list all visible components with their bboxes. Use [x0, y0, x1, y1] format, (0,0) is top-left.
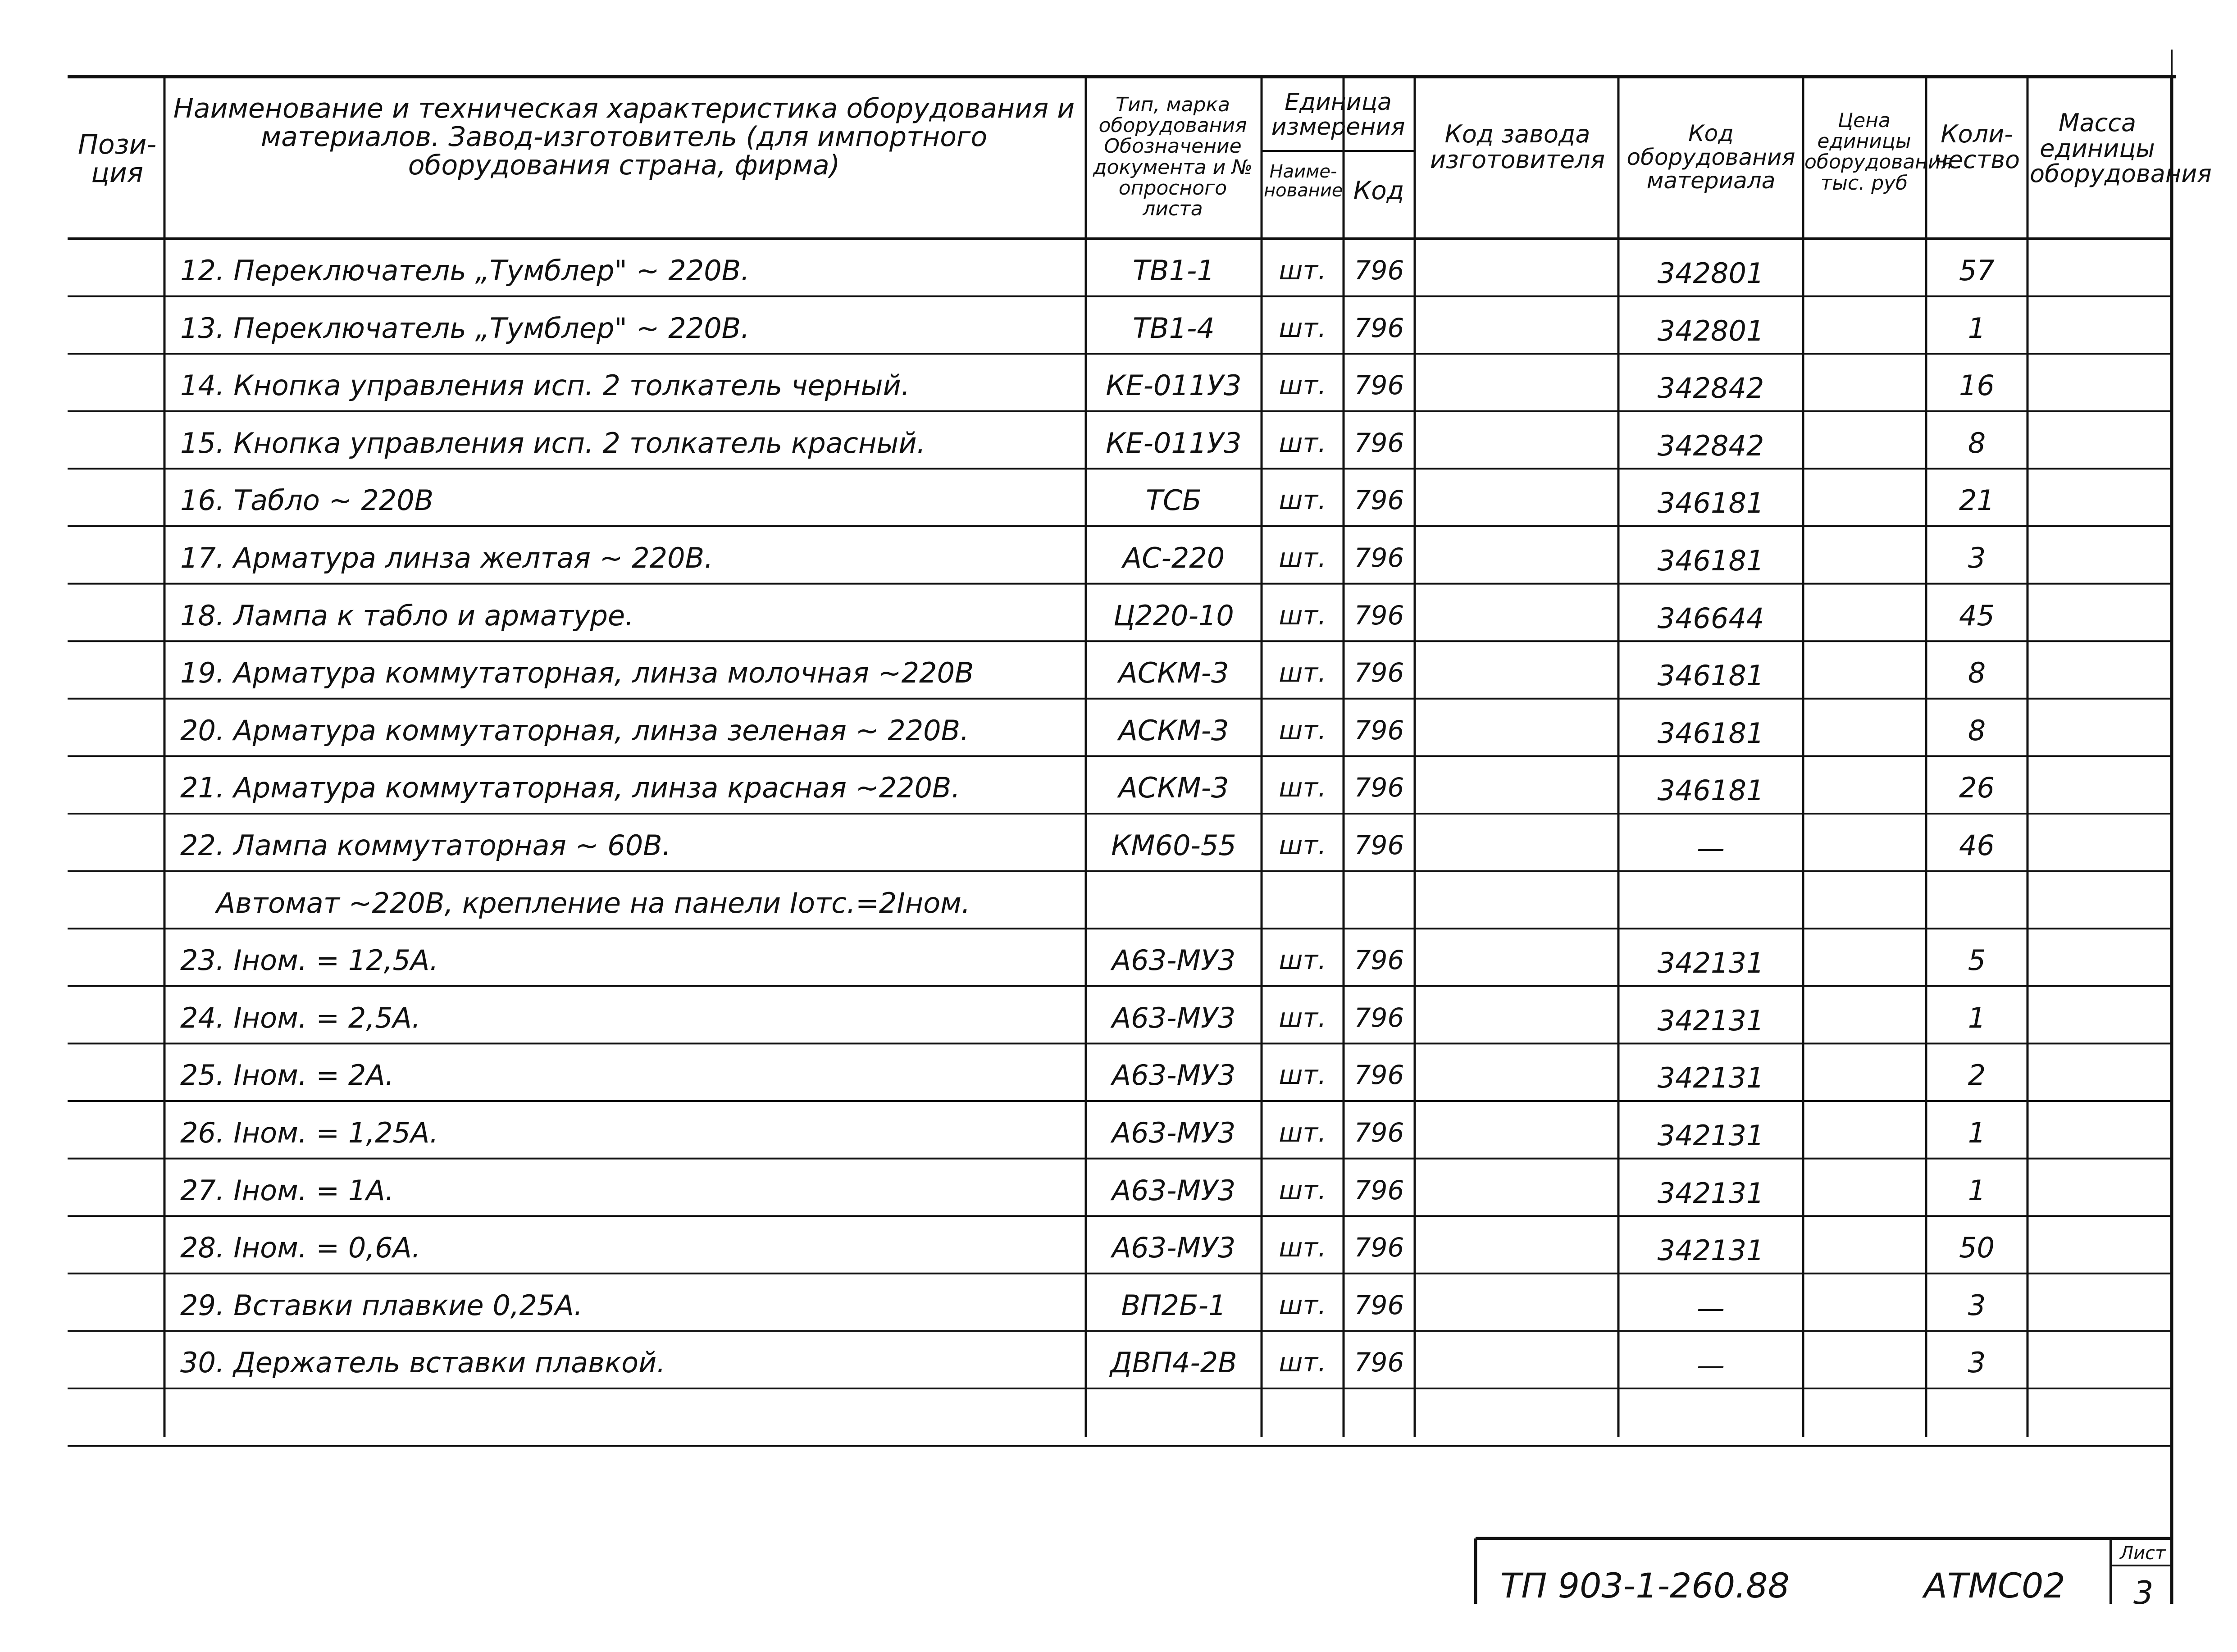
item-equipment-code: 346181 — [1657, 659, 1764, 692]
item-name: 14. Кнопка управления исп. 2 толкатель черный. — [180, 369, 910, 402]
item-unit: шт. — [1279, 657, 1326, 688]
item-quantity: 3 — [1968, 1346, 1986, 1379]
item-name: 28. Іном. = 0,6А. — [180, 1231, 421, 1265]
item-quantity: 2 — [1968, 1059, 1986, 1092]
item-name: 21. Арматура коммутаторная, линза красная ~220В. — [180, 771, 961, 805]
item-type: А63-МУ3 — [1112, 1174, 1236, 1207]
item-equipment-code: 346181 — [1657, 487, 1764, 520]
sheet-label: Лист — [2120, 1543, 2166, 1564]
item-type: КЕ-011У3 — [1106, 426, 1242, 460]
item-type: КМ60-55 — [1111, 829, 1236, 862]
item-type: ДВП4-2В — [1110, 1346, 1237, 1379]
item-unit: шт. — [1279, 1002, 1326, 1033]
item-name: 13. Переключатель „Тумблер" ~ 220В. — [180, 311, 750, 345]
header-mass: Масса единицы оборудования — [2030, 109, 2212, 188]
header-unit-name: Наиме-нование — [1264, 161, 1343, 201]
item-quantity: 8 — [1968, 426, 1986, 460]
header-position: Пози- ция — [77, 129, 157, 189]
item-type: АСКМ-3 — [1118, 714, 1229, 747]
item-unit-code: 796 — [1354, 657, 1404, 688]
item-equipment-code: 346181 — [1657, 544, 1764, 577]
item-unit-code: 796 — [1354, 945, 1404, 976]
item-name: 29. Вставки плавкие 0,25А. — [180, 1288, 583, 1322]
item-unit-code: 796 — [1354, 600, 1404, 631]
item-unit: шт. — [1279, 1289, 1326, 1320]
item-name: 12. Переключатель „Тумблер" ~ 220В. — [180, 254, 750, 287]
item-unit: шт. — [1279, 830, 1326, 860]
item-quantity: 21 — [1959, 484, 1995, 517]
item-unit-code: 796 — [1354, 830, 1404, 860]
item-unit-code: 796 — [1354, 312, 1404, 343]
item-quantity: 1 — [1968, 311, 1986, 345]
item-unit-code: 796 — [1354, 1174, 1404, 1206]
item-unit: шт. — [1279, 427, 1326, 458]
item-unit: шт. — [1279, 1174, 1326, 1206]
item-unit: шт. — [1279, 1060, 1326, 1091]
item-type: ВП2Б-1 — [1121, 1288, 1226, 1322]
item-unit: шт. — [1279, 255, 1326, 286]
item-quantity: 8 — [1968, 656, 1986, 690]
item-name: 30. Держатель вставки плавкой. — [180, 1346, 666, 1379]
item-unit-code: 796 — [1354, 255, 1404, 286]
item-type: А63-МУ3 — [1112, 1001, 1236, 1034]
header-equipment-code: Код оборудования материала — [1626, 120, 1795, 194]
item-unit-code: 796 — [1354, 427, 1404, 458]
item-name: 26. Іном. = 1,25А. — [180, 1116, 439, 1149]
item-unit-code: 796 — [1354, 1232, 1404, 1263]
item-unit: шт. — [1279, 945, 1326, 976]
item-unit: шт. — [1279, 1232, 1326, 1263]
set-code: АТМС02 — [1924, 1566, 2065, 1606]
item-unit: шт. — [1279, 542, 1326, 573]
item-equipment-code: 342131 — [1657, 1119, 1764, 1152]
header-name: Наименование и техническая характеристика оборудования и материалов. Завод-изготовитель (для импортного оборудования страна, фирма) — [173, 93, 1075, 181]
item-equipment-code: 342131 — [1657, 1176, 1764, 1210]
item-quantity: 3 — [1968, 1288, 1986, 1322]
item-type: А63-МУ3 — [1112, 944, 1236, 977]
item-quantity: 5 — [1968, 944, 1986, 977]
item-equipment-code: 342801 — [1657, 257, 1764, 290]
item-unit-code: 796 — [1354, 1117, 1404, 1148]
item-name: 16. Табло ~ 220В — [180, 484, 434, 517]
item-quantity: 26 — [1959, 771, 1995, 805]
item-quantity: 46 — [1959, 829, 1995, 862]
header-price: Цена единицы оборудования тыс. руб — [1804, 109, 1953, 195]
item-name: 17. Арматура линза желтая ~ 220В. — [180, 542, 713, 574]
item-equipment-code: 346181 — [1657, 716, 1764, 750]
item-equipment-code: 342842 — [1657, 372, 1764, 405]
item-quantity: 1 — [1968, 1001, 1986, 1034]
item-equipment-code: 346644 — [1657, 601, 1764, 635]
item-unit: шт. — [1279, 1347, 1326, 1378]
item-type: КЕ-011У3 — [1106, 369, 1242, 402]
item-unit-code: 796 — [1354, 1060, 1404, 1091]
item-equipment-code: 342131 — [1657, 1234, 1764, 1267]
item-type: А63-МУ3 — [1112, 1116, 1236, 1149]
item-equipment-code: 342131 — [1657, 947, 1764, 980]
item-name: 23. Іном. = 12,5А. — [180, 944, 439, 977]
item-equipment-code: 342801 — [1657, 314, 1764, 347]
item-unit-code: 796 — [1354, 1347, 1404, 1378]
item-unit-code: 796 — [1354, 715, 1404, 746]
item-name: 22. Лампа коммутаторная ~ 60В. — [180, 829, 671, 862]
item-name: 27. Іном. = 1А. — [180, 1174, 394, 1207]
doc-number: ТП 903-1-260.88 — [1500, 1566, 1790, 1606]
item-unit-code: 796 — [1354, 1002, 1404, 1033]
item-equipment-code: 342131 — [1657, 1061, 1764, 1095]
header-unit: Единица измерения — [1271, 89, 1405, 141]
item-unit: шт. — [1279, 772, 1326, 803]
header-factory-code: Код завода изготовителя — [1430, 120, 1605, 174]
item-quantity: 8 — [1968, 714, 1986, 747]
item-unit-code: 796 — [1354, 542, 1404, 573]
item-quantity: 50 — [1959, 1231, 1995, 1265]
item-name: 15. Кнопка управления исп. 2 толкатель красный. — [180, 426, 926, 460]
item-equipment-code: — — [1697, 832, 1725, 865]
item-equipment-code: — — [1697, 1349, 1725, 1382]
item-unit: шт. — [1279, 370, 1326, 401]
item-type: Ц220-10 — [1113, 599, 1234, 632]
item-name: 19. Арматура коммутаторная, линза молочная ~220В — [180, 656, 974, 690]
item-type: АС-220 — [1122, 542, 1225, 574]
item-type: ТВ1-1 — [1133, 254, 1215, 287]
item-quantity: 1 — [1968, 1116, 1986, 1149]
item-quantity: 1 — [1968, 1174, 1986, 1207]
item-quantity: 57 — [1959, 254, 1995, 287]
item-type: А63-МУ3 — [1112, 1059, 1236, 1092]
item-equipment-code: — — [1697, 1291, 1725, 1324]
item-quantity: 16 — [1959, 369, 1995, 402]
item-unit-code: 796 — [1354, 1289, 1404, 1320]
item-unit: шт. — [1279, 485, 1326, 516]
header-quantity: Коли-чество — [1933, 120, 2020, 174]
item-equipment-code: 346181 — [1657, 774, 1764, 807]
item-name: 24. Іном. = 2,5А. — [180, 1001, 421, 1034]
item-type: АСКМ-3 — [1118, 656, 1229, 690]
item-quantity: 3 — [1968, 542, 1986, 574]
item-unit-code: 796 — [1354, 772, 1404, 803]
item-unit-code: 796 — [1354, 370, 1404, 401]
item-equipment-code: 342842 — [1657, 429, 1764, 462]
item-unit: шт. — [1279, 312, 1326, 343]
item-equipment-code: 342131 — [1657, 1004, 1764, 1037]
item-unit-code: 796 — [1354, 485, 1404, 516]
item-unit: шт. — [1279, 600, 1326, 631]
item-unit: шт. — [1279, 715, 1326, 746]
item-name: 18. Лампа к табло и арматуре. — [180, 599, 634, 632]
item-type: А63-МУ3 — [1112, 1231, 1236, 1265]
item-type: АСКМ-3 — [1118, 771, 1229, 805]
item-unit: шт. — [1279, 1117, 1326, 1148]
item-name: Автомат ~220В, крепление на панели Іотс.=2Іном. — [216, 886, 970, 919]
item-type: ТСБ — [1146, 484, 1202, 517]
item-quantity: 45 — [1959, 599, 1995, 632]
header-unit-code: Код — [1353, 176, 1404, 205]
header-type: Тип, марка оборудования Обозначение документа и № опросного листа — [1093, 93, 1253, 220]
item-name: 25. Іном. = 2А. — [180, 1059, 394, 1092]
sheet-number: 3 — [2133, 1575, 2154, 1611]
item-type: ТВ1-4 — [1133, 311, 1215, 345]
item-name: 20. Арматура коммутаторная, линза зеленая ~ 220В. — [180, 714, 969, 747]
